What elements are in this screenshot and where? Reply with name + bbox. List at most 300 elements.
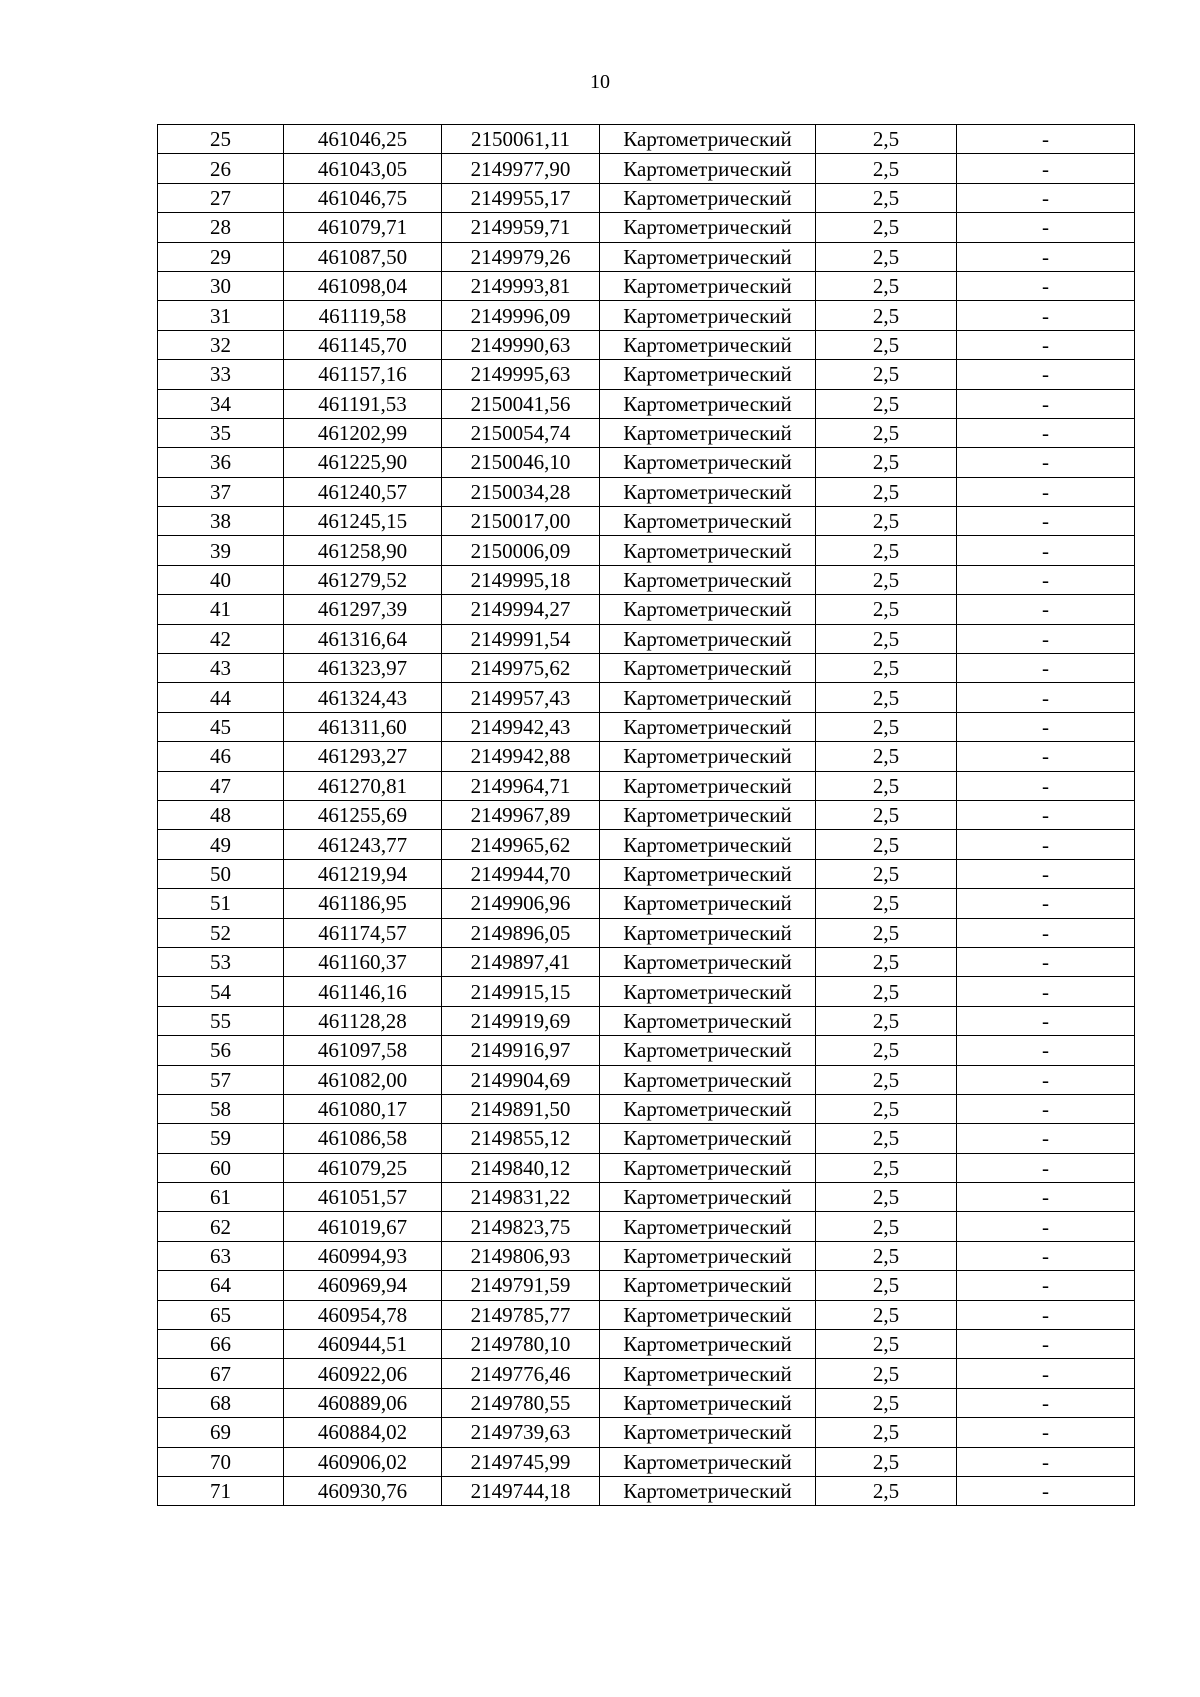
method-cell: Картометрический xyxy=(600,1065,816,1094)
x-coordinate-cell: 461019,67 xyxy=(284,1212,442,1241)
accuracy-cell: 2,5 xyxy=(816,536,957,565)
method-cell: Картометрический xyxy=(600,418,816,447)
method-cell: Картометрический xyxy=(600,125,816,154)
accuracy-cell: 2,5 xyxy=(816,507,957,536)
accuracy-cell: 2,5 xyxy=(816,1447,957,1476)
x-coordinate-cell: 461046,25 xyxy=(284,125,442,154)
method-cell: Картометрический xyxy=(600,477,816,506)
accuracy-cell: 2,5 xyxy=(816,1153,957,1182)
method-cell: Картометрический xyxy=(600,565,816,594)
x-coordinate-cell: 461245,15 xyxy=(284,507,442,536)
x-coordinate-cell: 460969,94 xyxy=(284,1271,442,1300)
table-row xyxy=(158,918,1135,947)
method-cell: Картометрический xyxy=(600,1036,816,1065)
page-number: 10 xyxy=(590,71,610,93)
method-cell: Картометрический xyxy=(600,830,816,859)
table-row xyxy=(158,1388,1135,1417)
method-cell: Картометрический xyxy=(600,918,816,947)
y-coordinate-cell: 2150034,28 xyxy=(442,477,600,506)
y-coordinate-cell: 2150041,56 xyxy=(442,389,600,418)
description-cell: - xyxy=(957,448,1135,477)
y-coordinate-cell: 2149906,96 xyxy=(442,889,600,918)
point-number-cell: 25 xyxy=(158,125,284,154)
x-coordinate-cell: 461128,28 xyxy=(284,1006,442,1035)
point-number-cell: 31 xyxy=(158,301,284,330)
y-coordinate-cell: 2149823,75 xyxy=(442,1212,600,1241)
y-coordinate-cell: 2149744,18 xyxy=(442,1476,600,1505)
accuracy-cell: 2,5 xyxy=(816,1330,957,1359)
description-cell: - xyxy=(957,1300,1135,1329)
y-coordinate-cell: 2149745,99 xyxy=(442,1447,600,1476)
table-row xyxy=(158,712,1135,741)
accuracy-cell: 2,5 xyxy=(816,1300,957,1329)
description-cell: - xyxy=(957,1183,1135,1212)
description-cell: - xyxy=(957,565,1135,594)
method-cell: Картометрический xyxy=(600,1388,816,1417)
point-number-cell: 61 xyxy=(158,1183,284,1212)
description-cell: - xyxy=(957,947,1135,976)
y-coordinate-cell: 2149965,62 xyxy=(442,830,600,859)
x-coordinate-cell: 460922,06 xyxy=(284,1359,442,1388)
x-coordinate-cell: 461293,27 xyxy=(284,742,442,771)
point-number-cell: 51 xyxy=(158,889,284,918)
point-number-cell: 44 xyxy=(158,683,284,712)
method-cell: Картометрический xyxy=(600,947,816,976)
accuracy-cell: 2,5 xyxy=(816,271,957,300)
y-coordinate-cell: 2149957,43 xyxy=(442,683,600,712)
method-cell: Картометрический xyxy=(600,1153,816,1182)
table-row xyxy=(158,1476,1135,1505)
point-number-cell: 39 xyxy=(158,536,284,565)
method-cell: Картометрический xyxy=(600,271,816,300)
point-number-cell: 34 xyxy=(158,389,284,418)
method-cell: Картометрический xyxy=(600,859,816,888)
x-coordinate-cell: 461316,64 xyxy=(284,624,442,653)
x-coordinate-cell: 461311,60 xyxy=(284,712,442,741)
point-number-cell: 52 xyxy=(158,918,284,947)
method-cell: Картометрический xyxy=(600,595,816,624)
accuracy-cell: 2,5 xyxy=(816,742,957,771)
method-cell: Картометрический xyxy=(600,389,816,418)
table-row xyxy=(158,125,1135,154)
method-cell: Картометрический xyxy=(600,1241,816,1270)
accuracy-cell: 2,5 xyxy=(816,1036,957,1065)
method-cell: Картометрический xyxy=(600,1124,816,1153)
y-coordinate-cell: 2149916,97 xyxy=(442,1036,600,1065)
accuracy-cell: 2,5 xyxy=(816,977,957,1006)
table-row xyxy=(158,977,1135,1006)
accuracy-cell: 2,5 xyxy=(816,1388,957,1417)
table-row xyxy=(158,1330,1135,1359)
point-number-cell: 56 xyxy=(158,1036,284,1065)
accuracy-cell: 2,5 xyxy=(816,1476,957,1505)
x-coordinate-cell: 461191,53 xyxy=(284,389,442,418)
table-row xyxy=(158,389,1135,418)
y-coordinate-cell: 2149780,55 xyxy=(442,1388,600,1417)
y-coordinate-cell: 2150006,09 xyxy=(442,536,600,565)
x-coordinate-cell: 461145,70 xyxy=(284,330,442,359)
accuracy-cell: 2,5 xyxy=(816,1359,957,1388)
table-row xyxy=(158,1271,1135,1300)
method-cell: Картометрический xyxy=(600,1476,816,1505)
accuracy-cell: 2,5 xyxy=(816,360,957,389)
y-coordinate-cell: 2149964,71 xyxy=(442,771,600,800)
coordinates-table xyxy=(157,124,1135,1506)
description-cell: - xyxy=(957,330,1135,359)
accuracy-cell: 2,5 xyxy=(816,242,957,271)
point-number-cell: 67 xyxy=(158,1359,284,1388)
description-cell: - xyxy=(957,213,1135,242)
x-coordinate-cell: 461323,97 xyxy=(284,654,442,683)
x-coordinate-cell: 461225,90 xyxy=(284,448,442,477)
description-cell: - xyxy=(957,301,1135,330)
point-number-cell: 53 xyxy=(158,947,284,976)
description-cell: - xyxy=(957,154,1135,183)
table-row xyxy=(158,1447,1135,1476)
description-cell: - xyxy=(957,1124,1135,1153)
x-coordinate-cell: 461097,58 xyxy=(284,1036,442,1065)
point-number-cell: 43 xyxy=(158,654,284,683)
point-number-cell: 29 xyxy=(158,242,284,271)
x-coordinate-cell: 461079,25 xyxy=(284,1153,442,1182)
table-row xyxy=(158,183,1135,212)
method-cell: Картометрический xyxy=(600,977,816,1006)
accuracy-cell: 2,5 xyxy=(816,565,957,594)
method-cell: Картометрический xyxy=(600,183,816,212)
method-cell: Картометрический xyxy=(600,1418,816,1447)
accuracy-cell: 2,5 xyxy=(816,183,957,212)
y-coordinate-cell: 2149942,88 xyxy=(442,742,600,771)
method-cell: Картометрический xyxy=(600,1330,816,1359)
description-cell: - xyxy=(957,1476,1135,1505)
y-coordinate-cell: 2149831,22 xyxy=(442,1183,600,1212)
description-cell: - xyxy=(957,654,1135,683)
point-number-cell: 49 xyxy=(158,830,284,859)
x-coordinate-cell: 460906,02 xyxy=(284,1447,442,1476)
accuracy-cell: 2,5 xyxy=(816,1241,957,1270)
description-cell: - xyxy=(957,1036,1135,1065)
accuracy-cell: 2,5 xyxy=(816,477,957,506)
description-cell: - xyxy=(957,1418,1135,1447)
point-number-cell: 35 xyxy=(158,418,284,447)
y-coordinate-cell: 2149904,69 xyxy=(442,1065,600,1094)
accuracy-cell: 2,5 xyxy=(816,1183,957,1212)
method-cell: Картометрический xyxy=(600,154,816,183)
y-coordinate-cell: 2149739,63 xyxy=(442,1418,600,1447)
x-coordinate-cell: 461046,75 xyxy=(284,183,442,212)
description-cell: - xyxy=(957,771,1135,800)
y-coordinate-cell: 2150046,10 xyxy=(442,448,600,477)
table-row xyxy=(158,1153,1135,1182)
table-row xyxy=(158,1036,1135,1065)
coordinates-table-body xyxy=(158,125,1135,1506)
y-coordinate-cell: 2149994,27 xyxy=(442,595,600,624)
x-coordinate-cell: 461255,69 xyxy=(284,800,442,829)
y-coordinate-cell: 2149967,89 xyxy=(442,800,600,829)
x-coordinate-cell: 461270,81 xyxy=(284,771,442,800)
x-coordinate-cell: 461043,05 xyxy=(284,154,442,183)
method-cell: Картометрический xyxy=(600,771,816,800)
method-cell: Картометрический xyxy=(600,360,816,389)
description-cell: - xyxy=(957,1271,1135,1300)
point-number-cell: 32 xyxy=(158,330,284,359)
x-coordinate-cell: 461324,43 xyxy=(284,683,442,712)
y-coordinate-cell: 2150054,74 xyxy=(442,418,600,447)
description-cell: - xyxy=(957,360,1135,389)
table-row xyxy=(158,1212,1135,1241)
table-row xyxy=(158,301,1135,330)
x-coordinate-cell: 461160,37 xyxy=(284,947,442,976)
y-coordinate-cell: 2149942,43 xyxy=(442,712,600,741)
table-row xyxy=(158,330,1135,359)
accuracy-cell: 2,5 xyxy=(816,1212,957,1241)
method-cell: Картометрический xyxy=(600,683,816,712)
point-number-cell: 37 xyxy=(158,477,284,506)
description-cell: - xyxy=(957,977,1135,1006)
description-cell: - xyxy=(957,830,1135,859)
table-row xyxy=(158,213,1135,242)
x-coordinate-cell: 460930,76 xyxy=(284,1476,442,1505)
point-number-cell: 36 xyxy=(158,448,284,477)
method-cell: Картометрический xyxy=(600,742,816,771)
method-cell: Картометрический xyxy=(600,800,816,829)
table-row xyxy=(158,448,1135,477)
method-cell: Картометрический xyxy=(600,242,816,271)
point-number-cell: 46 xyxy=(158,742,284,771)
accuracy-cell: 2,5 xyxy=(816,154,957,183)
accuracy-cell: 2,5 xyxy=(816,800,957,829)
table-row xyxy=(158,859,1135,888)
table-row xyxy=(158,1094,1135,1123)
y-coordinate-cell: 2149855,12 xyxy=(442,1124,600,1153)
accuracy-cell: 2,5 xyxy=(816,1094,957,1123)
x-coordinate-cell: 461174,57 xyxy=(284,918,442,947)
point-number-cell: 70 xyxy=(158,1447,284,1476)
method-cell: Картометрический xyxy=(600,1212,816,1241)
table-row xyxy=(158,1359,1135,1388)
y-coordinate-cell: 2149896,05 xyxy=(442,918,600,947)
point-number-cell: 54 xyxy=(158,977,284,1006)
point-number-cell: 27 xyxy=(158,183,284,212)
method-cell: Картометрический xyxy=(600,1359,816,1388)
method-cell: Картометрический xyxy=(600,654,816,683)
description-cell: - xyxy=(957,389,1135,418)
description-cell: - xyxy=(957,271,1135,300)
y-coordinate-cell: 2149915,15 xyxy=(442,977,600,1006)
accuracy-cell: 2,5 xyxy=(816,448,957,477)
table-row xyxy=(158,154,1135,183)
table-row xyxy=(158,507,1135,536)
table-row xyxy=(158,624,1135,653)
y-coordinate-cell: 2150017,00 xyxy=(442,507,600,536)
table-row xyxy=(158,1183,1135,1212)
method-cell: Картометрический xyxy=(600,301,816,330)
table-row xyxy=(158,242,1135,271)
x-coordinate-cell: 461279,52 xyxy=(284,565,442,594)
accuracy-cell: 2,5 xyxy=(816,771,957,800)
y-coordinate-cell: 2149891,50 xyxy=(442,1094,600,1123)
table-row xyxy=(158,536,1135,565)
method-cell: Картометрический xyxy=(600,507,816,536)
x-coordinate-cell: 461098,04 xyxy=(284,271,442,300)
method-cell: Картометрический xyxy=(600,1006,816,1035)
method-cell: Картометрический xyxy=(600,624,816,653)
accuracy-cell: 2,5 xyxy=(816,301,957,330)
description-cell: - xyxy=(957,1094,1135,1123)
table-row xyxy=(158,1124,1135,1153)
description-cell: - xyxy=(957,800,1135,829)
y-coordinate-cell: 2149785,77 xyxy=(442,1300,600,1329)
accuracy-cell: 2,5 xyxy=(816,213,957,242)
description-cell: - xyxy=(957,712,1135,741)
point-number-cell: 71 xyxy=(158,1476,284,1505)
y-coordinate-cell: 2149897,41 xyxy=(442,947,600,976)
accuracy-cell: 2,5 xyxy=(816,1418,957,1447)
description-cell: - xyxy=(957,595,1135,624)
description-cell: - xyxy=(957,1212,1135,1241)
point-number-cell: 59 xyxy=(158,1124,284,1153)
x-coordinate-cell: 461086,58 xyxy=(284,1124,442,1153)
accuracy-cell: 2,5 xyxy=(816,330,957,359)
description-cell: - xyxy=(957,1241,1135,1270)
table-row xyxy=(158,1006,1135,1035)
method-cell: Картометрический xyxy=(600,213,816,242)
table-row xyxy=(158,830,1135,859)
point-number-cell: 57 xyxy=(158,1065,284,1094)
method-cell: Картометрический xyxy=(600,1447,816,1476)
table-row xyxy=(158,742,1135,771)
table-row xyxy=(158,595,1135,624)
point-number-cell: 65 xyxy=(158,1300,284,1329)
description-cell: - xyxy=(957,1359,1135,1388)
description-cell: - xyxy=(957,1447,1135,1476)
method-cell: Картометрический xyxy=(600,712,816,741)
x-coordinate-cell: 461243,77 xyxy=(284,830,442,859)
accuracy-cell: 2,5 xyxy=(816,947,957,976)
description-cell: - xyxy=(957,1388,1135,1417)
method-cell: Картометрический xyxy=(600,1271,816,1300)
accuracy-cell: 2,5 xyxy=(816,889,957,918)
description-cell: - xyxy=(957,507,1135,536)
accuracy-cell: 2,5 xyxy=(816,859,957,888)
table-row xyxy=(158,1065,1135,1094)
y-coordinate-cell: 2149995,18 xyxy=(442,565,600,594)
description-cell: - xyxy=(957,477,1135,506)
description-cell: - xyxy=(957,536,1135,565)
x-coordinate-cell: 461087,50 xyxy=(284,242,442,271)
y-coordinate-cell: 2149780,10 xyxy=(442,1330,600,1359)
point-number-cell: 28 xyxy=(158,213,284,242)
description-cell: - xyxy=(957,889,1135,918)
point-number-cell: 55 xyxy=(158,1006,284,1035)
point-number-cell: 40 xyxy=(158,565,284,594)
point-number-cell: 47 xyxy=(158,771,284,800)
x-coordinate-cell: 461219,94 xyxy=(284,859,442,888)
accuracy-cell: 2,5 xyxy=(816,389,957,418)
x-coordinate-cell: 461051,57 xyxy=(284,1183,442,1212)
x-coordinate-cell: 460884,02 xyxy=(284,1418,442,1447)
table-row xyxy=(158,477,1135,506)
table-row xyxy=(158,1241,1135,1270)
method-cell: Картометрический xyxy=(600,889,816,918)
table-row xyxy=(158,947,1135,976)
table-row xyxy=(158,565,1135,594)
point-number-cell: 42 xyxy=(158,624,284,653)
point-number-cell: 41 xyxy=(158,595,284,624)
y-coordinate-cell: 2149977,90 xyxy=(442,154,600,183)
y-coordinate-cell: 2149919,69 xyxy=(442,1006,600,1035)
method-cell: Картометрический xyxy=(600,1183,816,1212)
table-row xyxy=(158,271,1135,300)
point-number-cell: 45 xyxy=(158,712,284,741)
y-coordinate-cell: 2149991,54 xyxy=(442,624,600,653)
point-number-cell: 33 xyxy=(158,360,284,389)
description-cell: - xyxy=(957,418,1135,447)
y-coordinate-cell: 2149995,63 xyxy=(442,360,600,389)
table-row xyxy=(158,889,1135,918)
point-number-cell: 26 xyxy=(158,154,284,183)
description-cell: - xyxy=(957,1065,1135,1094)
description-cell: - xyxy=(957,183,1135,212)
x-coordinate-cell: 461202,99 xyxy=(284,418,442,447)
y-coordinate-cell: 2149806,93 xyxy=(442,1241,600,1270)
description-cell: - xyxy=(957,742,1135,771)
accuracy-cell: 2,5 xyxy=(816,595,957,624)
point-number-cell: 60 xyxy=(158,1153,284,1182)
accuracy-cell: 2,5 xyxy=(816,1065,957,1094)
description-cell: - xyxy=(957,1153,1135,1182)
y-coordinate-cell: 2149990,63 xyxy=(442,330,600,359)
accuracy-cell: 2,5 xyxy=(816,918,957,947)
description-cell: - xyxy=(957,683,1135,712)
accuracy-cell: 2,5 xyxy=(816,1271,957,1300)
table-row xyxy=(158,1418,1135,1447)
table-row xyxy=(158,418,1135,447)
accuracy-cell: 2,5 xyxy=(816,1124,957,1153)
description-cell: - xyxy=(957,1006,1135,1035)
x-coordinate-cell: 461240,57 xyxy=(284,477,442,506)
point-number-cell: 50 xyxy=(158,859,284,888)
description-cell: - xyxy=(957,624,1135,653)
description-cell: - xyxy=(957,918,1135,947)
description-cell: - xyxy=(957,125,1135,154)
x-coordinate-cell: 461146,16 xyxy=(284,977,442,1006)
accuracy-cell: 2,5 xyxy=(816,125,957,154)
y-coordinate-cell: 2149979,26 xyxy=(442,242,600,271)
x-coordinate-cell: 461186,95 xyxy=(284,889,442,918)
point-number-cell: 64 xyxy=(158,1271,284,1300)
y-coordinate-cell: 2149975,62 xyxy=(442,654,600,683)
point-number-cell: 58 xyxy=(158,1094,284,1123)
x-coordinate-cell: 461157,16 xyxy=(284,360,442,389)
accuracy-cell: 2,5 xyxy=(816,830,957,859)
table-row xyxy=(158,360,1135,389)
x-coordinate-cell: 461079,71 xyxy=(284,213,442,242)
table-row xyxy=(158,1300,1135,1329)
point-number-cell: 66 xyxy=(158,1330,284,1359)
description-cell: - xyxy=(957,859,1135,888)
y-coordinate-cell: 2149776,46 xyxy=(442,1359,600,1388)
point-number-cell: 48 xyxy=(158,800,284,829)
point-number-cell: 68 xyxy=(158,1388,284,1417)
x-coordinate-cell: 461082,00 xyxy=(284,1065,442,1094)
x-coordinate-cell: 460944,51 xyxy=(284,1330,442,1359)
accuracy-cell: 2,5 xyxy=(816,654,957,683)
x-coordinate-cell: 461297,39 xyxy=(284,595,442,624)
accuracy-cell: 2,5 xyxy=(816,624,957,653)
point-number-cell: 69 xyxy=(158,1418,284,1447)
point-number-cell: 38 xyxy=(158,507,284,536)
